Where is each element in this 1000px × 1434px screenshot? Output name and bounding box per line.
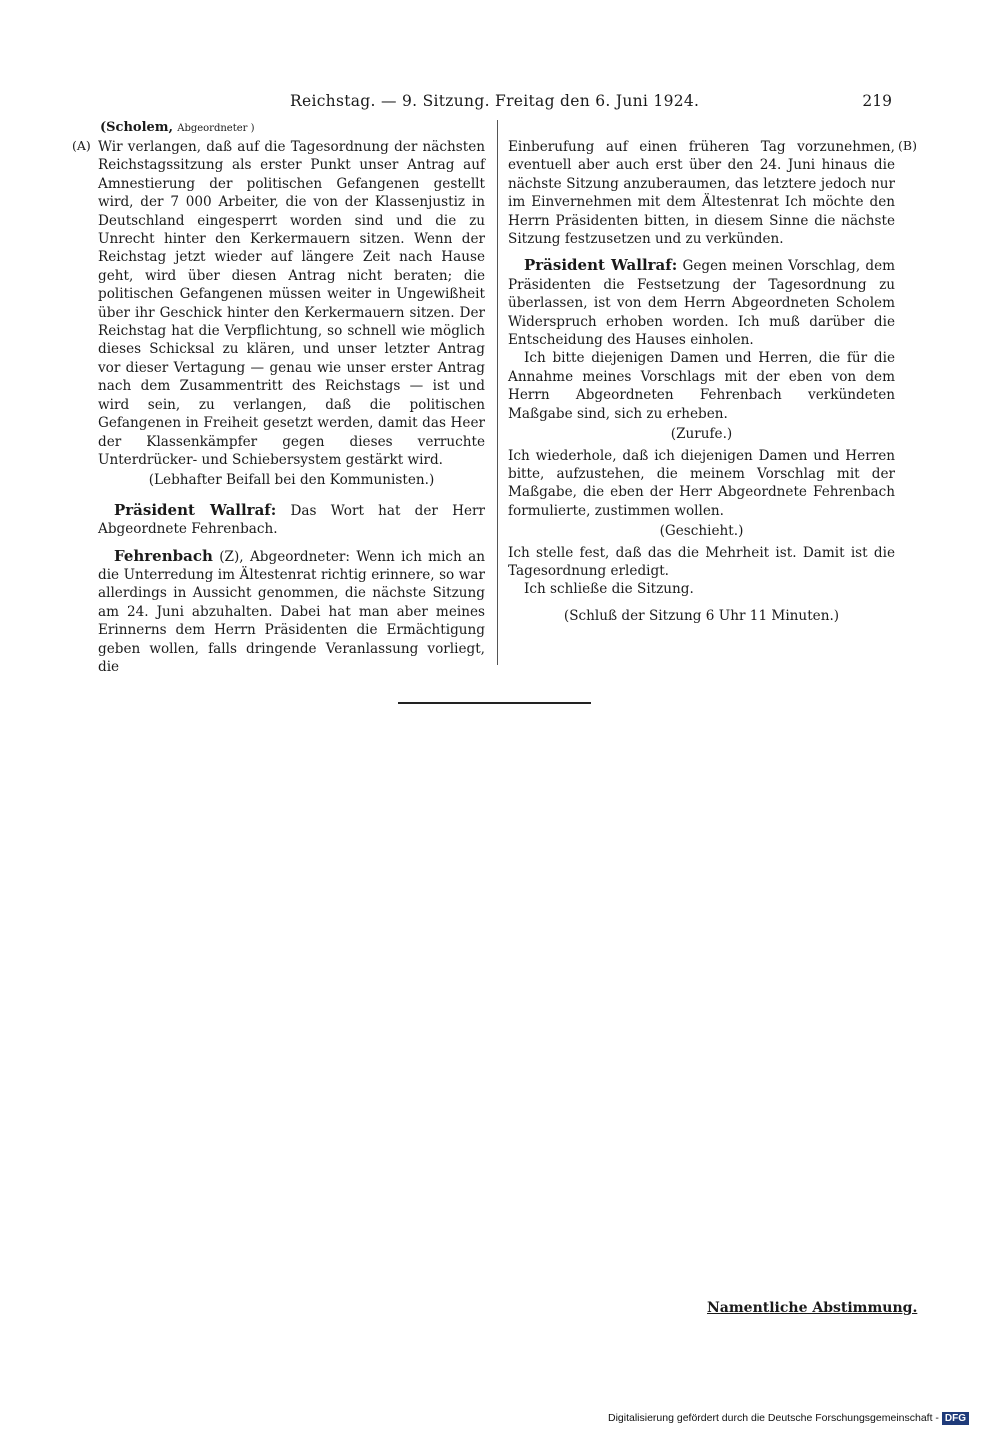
- speaker-fehrenbach: Fehrenbach: [114, 546, 213, 565]
- reaction-interjections: (Zurufe.): [670, 426, 733, 443]
- margin-mark-right: (B): [898, 138, 917, 153]
- footer-text: Digitalisierung gefördert durch die Deutsche Forschungsgemeinschaft -: [608, 1412, 939, 1424]
- left-paragraph-2: [98, 501, 485, 539]
- right-column: [508, 138, 895, 628]
- right-paragraph-6: Ich schließe die Sitzung.: [524, 581, 694, 598]
- section-rule: [398, 702, 591, 704]
- speaker-president: Präsident Wallraf:: [114, 500, 277, 519]
- dfg-logo: DFG: [942, 1412, 969, 1425]
- president-text-2: Gegen meinen Vorschlag, dem Präsidenten die Festsetzung der Tagesordnung zu überlassen, ist von dem Herrn Abgeordneten Scholem Widerspruch erhoben worden. Ich muß darüber die Entscheidung des Hauses einholen.: [508, 258, 896, 349]
- right-paragraph-1: Einberufung auf einen früheren Tag vorzunehmen, eventuell aber auch erst über den 24. Juni hinaus die nächste Sitzung anzuberaumen, das letztere jedoch nur im Einvernehmen mit dem Ältestenrat Ich möchte den Herrn Präsidenten bitten, in diesem Sinne die nächste Sitzung festzusetzen und zu verkünden.: [508, 139, 895, 248]
- right-paragraph-5: Ich stelle fest, daß das die Mehrheit ist. Damit ist die Tagesordnung erledigt.: [508, 544, 895, 579]
- speaker-name: (Scholem,: [100, 120, 174, 135]
- fehrenbach-text: (Z), Abgeordneter: Wenn ich mich an die Unterredung im Ältestenrat richtig erinnere, so war allerdings in Aussicht genommen, die nächste Sitzung am 24. Juni abzuhalten. Dabei hat man aber meines Erinnerns dem Herrn Präsidenten die Ermächtigung geben wollen, falls dringende Veranlassung vorliegt, die: [98, 548, 485, 675]
- right-paragraph-4: Ich wiederhole, daß ich diejenigen Damen und Herren bitte, aufzustehen, die meinem Vorschlag mit der Maßgabe, die eben der Herr Abgeordnete Fehrenbach formulierte, zustimmen wollen.: [508, 447, 895, 519]
- running-header: [100, 92, 900, 116]
- column-divider: [497, 120, 498, 665]
- speaker-role: Abgeordneter ): [177, 123, 255, 134]
- president-text: Das Wort hat der Herr Abgeordnete Fehrenbach.: [98, 502, 485, 538]
- reaction-applause: (Lebhafter Beifall bei den Kommunisten.): [148, 472, 435, 489]
- session-closing: (Schluß der Sitzung 6 Uhr 11 Minuten.): [563, 607, 840, 624]
- reaction-done: (Geschieht.): [659, 523, 744, 540]
- right-paragraph-3: Ich bitte diejenigen Damen und Herren, die für die Annahme meines Vorschlags mit der eben von dem Herrn Abgeordneten Fehrenbach verkündeten Maßgabe sind, sich zu erheben.: [508, 350, 895, 422]
- left-paragraph-1: Wir verlangen, daß auf die Tagesordnung der nächsten Reichstagssitzung als erster Punkt unser Antrag auf Amnestierung der politischen Gefangenen gestellt wird, der 7 000 Arbeiter, die von der Klassenjustiz in Deutschland eingesperrt worden sind und die zu Unrecht hinter den Kerkermauern sitzen. Wenn der Reichstag jetzt wieder auf längere Zeit nach Hause geht, wird über diesen Antrag nicht beraten; die politischen Gefangenen müssen weiter in Ungewißheit über ihr Geschick hinter den Kerkermauern sitzen. Der Reichstag hat die Verpflichtung, so schnell wie möglich dieses Schicksal zu klären, und unser letzter Antrag vor dieser Vertagung — genau wie unser erster Antrag nach dem Zusammentritt des Reichstags — ist und wird sein, zu verlangen, daß die politischen Gefangenen in Freiheit gesetzt werden, damit das Heer der Klassenkämpfer gegen dieses verruchte Unterdrücker- und Schiebersystem gestärkt wird.: [98, 139, 485, 468]
- page-number: 219: [862, 92, 892, 110]
- header-title: Reichstag. — 9. Sitzung. Freitag den 6. Juni 1924.: [290, 92, 700, 110]
- section-heading: Namentliche Abstimmung.: [707, 1300, 918, 1316]
- digitization-footer: [608, 1412, 969, 1425]
- left-paragraph-3: [98, 547, 485, 677]
- continued-speaker-label: [100, 120, 255, 135]
- left-column: [98, 138, 485, 676]
- right-paragraph-2: [508, 256, 895, 349]
- speaker-president-2: Präsident Wallraf:: [524, 256, 678, 275]
- margin-mark-left: (A): [72, 138, 91, 153]
